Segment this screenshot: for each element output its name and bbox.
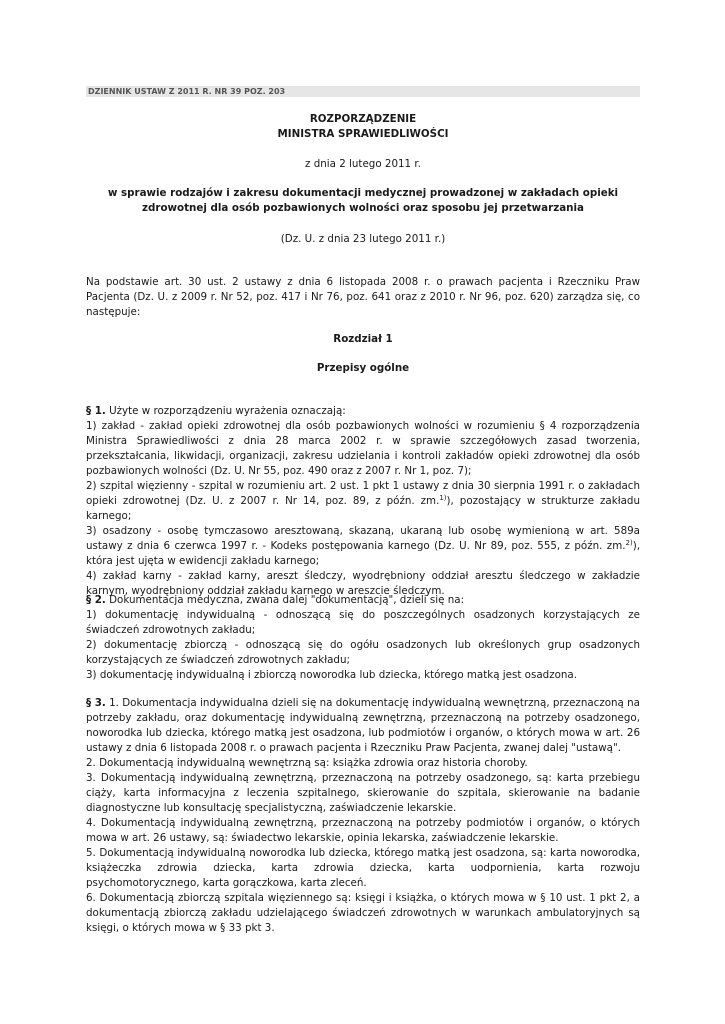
- chapter-number: Rozdział 1: [333, 333, 393, 345]
- footnote-ref: 1): [439, 494, 447, 502]
- list-item: 3) dokumentację indywidualną i zbiorczą noworodka lub dziecka, którego matką jest osadzona.: [86, 669, 578, 681]
- paragraph: 4. Dokumentacją indywidualną zewnętrzną, przeznaczoną na potrzeby podmiotów i organów, o których mowa w art. 26 ustawy, są: świadectwo lekarskie, opinia lekarska, zaświadczenie lekarskie.: [86, 817, 640, 844]
- paragraph: 6. Dokumentacją zbiorczą szpitala więziennego są: księgi i książka, o których mowa w § 10 ust. 1 pkt 2, a dokumentacją zbiorczą zakładu udzielającego świadczeń zdrowotnych w warunkach ambulatoryjnych są księgi, o których mowa w § 33 pkt 3.: [86, 892, 640, 934]
- section-intro: Użyte w rozporządzeniu wyrażenia oznaczają:: [105, 405, 346, 417]
- issuer-title: MINISTRA SPRAWIEDLIWOŚCI: [277, 128, 449, 140]
- list-item: 4) zakład karny - zakład karny, areszt śledczy, wyodrębniony oddział aresztu śledczego w zakładzie karnym, wyodrębniony oddział zakładu karnego w areszcie śledczym.: [86, 570, 640, 597]
- list-item: 3) osadzony - osobę tymczasowo aresztowaną, skazaną, ukaraną lub osobę wymienioną w art. 589a ustawy z dnia 6 czerwca 1997 r. - Kodeks postępowania karnego (Dz. U. Nr 89, poz. 555, z późn. zm.$^{2)}$), która jest ujęta w ewidencji zakładu karnego;: [86, 525, 640, 567]
- chapter-title: Przepisy ogólne: [316, 362, 410, 374]
- section-mark: § 3.: [86, 697, 106, 709]
- subject-title: w sprawie rodzajów i zakresu dokumentacji medycznej prowadzonej w zakładach opieki zdrowotnej dla osób pozbawionych wolności oraz sposobu jej przetwarzania: [107, 187, 619, 214]
- footnote-ref: 2): [625, 539, 633, 547]
- section-mark: § 2.: [86, 594, 106, 606]
- paragraph: 3. Dokumentacją indywidualną zewnętrzną, przeznaczoną na potrzeby osadzonego, są: karta przebiegu ciąży, karta informacyjna z leczenia szpitalnego, skierowanie do szpitala, skierowanie na badanie diagnostyczne lub konsultację specjalistyczną, zaświadczenie lekarskie.: [86, 772, 640, 814]
- list-item: 2) szpital więzienny - szpital w rozumieniu art. 2 ust. 1 pkt 1 ustawy z dnia 30 sierpnia 1991 r. o zakładach opieki zdrowotnej (Dz. U. z 2007 r. Nr 14, poz. 89, z późn. zm.$^{1)}$), pozostający w strukturze zakładu karnego;: [86, 480, 640, 522]
- section-2: [86, 593, 640, 683]
- paragraph: 2. Dokumentacją indywidualną wewnętrzną są: książka zdrowia oraz historia choroby.: [86, 757, 528, 769]
- section-1: [86, 404, 640, 599]
- section-intro: Dokumentacja medyczna, zwana dalej "dokumentacją", dzieli się na:: [105, 594, 465, 606]
- preamble: Na podstawie art. 30 ust. 2 ustawy z dnia 6 listopada 2008 r. o prawach pacjenta i Rzeczniku Praw Pacjenta (Dz. U. z 2009 r. Nr 52, poz. 417 i Nr 76, poz. 641 oraz z 2010 r. Nr 96, poz. 620) zarządza się, co następuje:: [86, 276, 640, 318]
- section-3: [86, 696, 640, 936]
- section-mark: § 1.: [86, 405, 106, 417]
- list-item: 1) zakład - zakład opieki zdrowotnej dla osób pozbawionych wolności w rozumieniu § 4 rozporządzenia Ministra Sprawiedliwości z dnia 28 marca 2002 r. w sprawie szczegółowych zasad tworzenia, przekształcania, likwidacji, organizacji, zakresu udzielania i kontroli zakładów opieki zdrowotnej dla osób pozbawionych wolności (Dz. U. Nr 55, poz. 490 oraz z 2007 r. Nr 1, poz. 7);: [86, 420, 640, 477]
- journal-header: DZIENNIK USTAW Z 2011 R. NR 39 POZ. 203: [86, 86, 640, 97]
- paragraph: 1. Dokumentacja indywidualna dzieli się na dokumentację indywidualną wewnętrzną, przeznaczoną na potrzeby zakładu, oraz dokumentację indywidualną zewnętrzną, przeznaczoną na potrzeby osadzonego, noworodka lub dziecka, którego matką jest osadzona, lub podmiotów i organów, o których mowa w art. 26 ustawy z dnia 6 listopada 2008 r. o prawach pacjenta i Rzeczniku Praw Pacjenta, zwanej dalej "ustawą".: [86, 697, 640, 754]
- paragraph: 5. Dokumentacją indywidualną noworodka lub dziecka, którego matką jest osadzona, są: karta noworodka, książeczka zdrowia dziecka, karta zdrowia dziecka, karta uodpornienia, karta rozwoju psychomotorycznego, karta gorączkowa, karta zleceń.: [86, 847, 640, 889]
- list-item: 1) dokumentację indywidualną - odnoszącą się do poszczególnych osadzonych korzystających ze świadczeń zdrowotnych zakładu;: [86, 609, 640, 636]
- doc-type-title: ROZPORZĄDZENIE: [309, 113, 417, 125]
- list-item: 2) dokumentację zbiorczą - odnoszącą się do ogółu osadzonych lub określonych grup osadzonych korzystających ze świadczeń zdrowotnych zakładu;: [86, 639, 640, 666]
- publication-note: (Dz. U. z dnia 23 lutego 2011 r.): [280, 233, 446, 245]
- issue-date: z dnia 2 lutego 2011 r.: [305, 158, 421, 170]
